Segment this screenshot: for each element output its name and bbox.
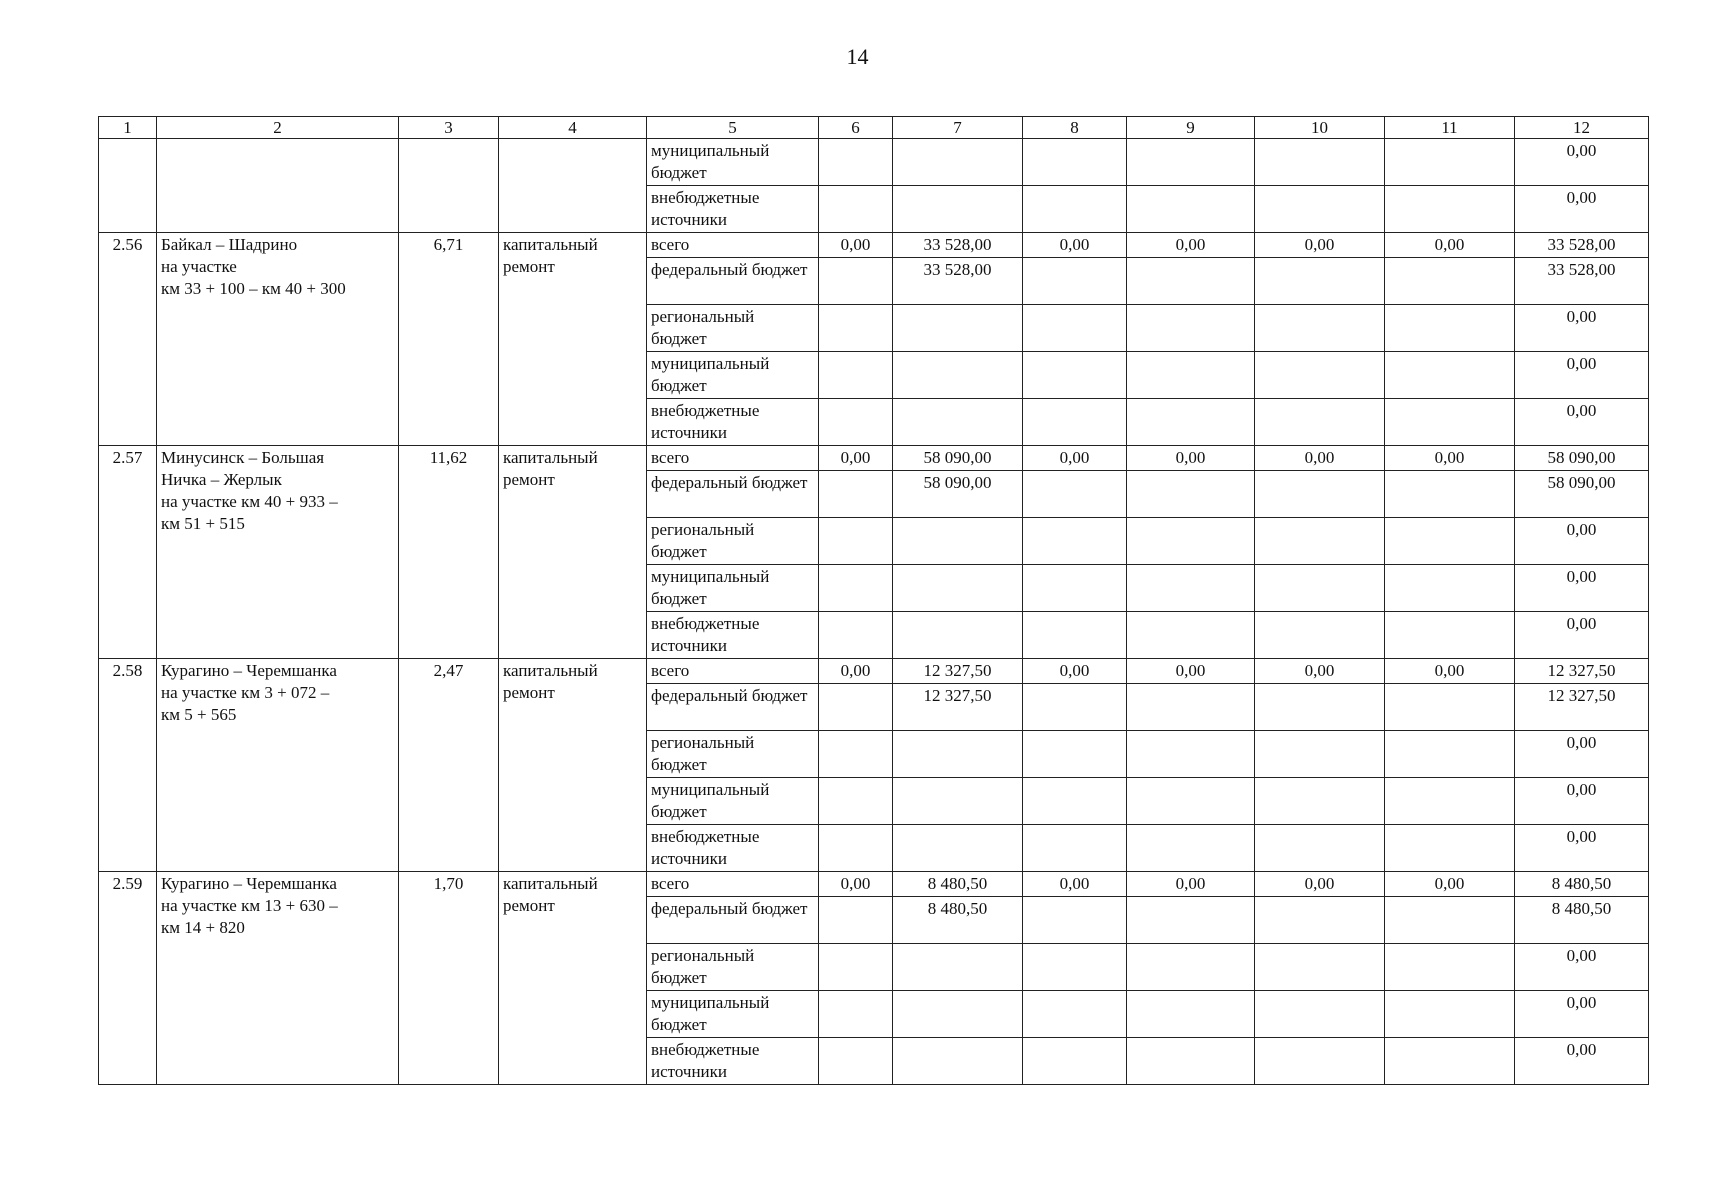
road-section-name-cell: Курагино – Черемшанка на участке км 13 + 630 – км 14 + 820: [157, 872, 399, 1085]
funding-source-cell: муниципальный бюджет: [647, 991, 819, 1038]
value-cell-c8: [1023, 897, 1127, 944]
value-cell-c6: [819, 518, 893, 565]
column-number: 10: [1255, 117, 1385, 139]
page-number: 14: [846, 44, 869, 69]
value-cell-c9: [1127, 991, 1255, 1038]
value-cell-c7: [893, 565, 1023, 612]
value-cell-c6: 0,00: [819, 446, 893, 471]
value-cell-c12: 0,00: [1515, 565, 1649, 612]
funding-source-cell: региональный бюджет: [647, 518, 819, 565]
value-cell-c8: [1023, 991, 1127, 1038]
value-cell-c9: [1127, 399, 1255, 446]
value-cell-c8: [1023, 565, 1127, 612]
value-cell-c12: 0,00: [1515, 825, 1649, 872]
value-cell-c11: [1385, 825, 1515, 872]
value-cell-c12: 0,00: [1515, 518, 1649, 565]
value-cell-c7: [893, 186, 1023, 233]
value-cell-c8: 0,00: [1023, 872, 1127, 897]
table-row: [99, 872, 1649, 897]
value-cell-c11: [1385, 139, 1515, 186]
value-cell-c9: [1127, 258, 1255, 305]
value-cell-c6: [819, 944, 893, 991]
road-section-name-cell: Курагино – Черемшанка на участке км 3 + 072 – км 5 + 565: [157, 659, 399, 872]
table-row: [99, 446, 1649, 471]
value-cell-c9: [1127, 186, 1255, 233]
value-cell-c11: 0,00: [1385, 446, 1515, 471]
value-cell-c6: [819, 991, 893, 1038]
value-cell-c9: [1127, 518, 1255, 565]
item-number-cell: 2.59: [99, 872, 157, 1085]
value-cell-c7: [893, 352, 1023, 399]
value-cell-c8: [1023, 825, 1127, 872]
value-cell-c7: 58 090,00: [893, 471, 1023, 518]
value-cell-c11: [1385, 518, 1515, 565]
column-number: 7: [893, 117, 1023, 139]
value-cell-c6: [819, 186, 893, 233]
funding-source-cell: федеральный бюджет: [647, 258, 819, 305]
value-cell-c12: 0,00: [1515, 1038, 1649, 1085]
work-type-cell: капитальный ремонт: [499, 446, 647, 659]
funding-source-cell: внебюджетные источники: [647, 186, 819, 233]
column-number: 9: [1127, 117, 1255, 139]
value-cell-c11: [1385, 944, 1515, 991]
value-cell-c11: [1385, 991, 1515, 1038]
table-row: [99, 233, 1649, 258]
value-cell-c10: [1255, 684, 1385, 731]
value-cell-c7: 58 090,00: [893, 446, 1023, 471]
column-number: 1: [99, 117, 157, 139]
funding-source-cell: внебюджетные источники: [647, 612, 819, 659]
value-cell-c11: [1385, 352, 1515, 399]
road-section-name-cell: Минусинск – Большая Ничка – Жерлык на участке км 40 + 933 – км 51 + 515: [157, 446, 399, 659]
column-number: 8: [1023, 117, 1127, 139]
table-body: [99, 139, 1649, 1085]
value-cell-c9: [1127, 612, 1255, 659]
column-number: 12: [1515, 117, 1649, 139]
value-cell-c6: [819, 825, 893, 872]
value-cell-c7: 33 528,00: [893, 233, 1023, 258]
value-cell-c6: [819, 1038, 893, 1085]
funding-source-cell: всего: [647, 233, 819, 258]
value-cell-c12: 0,00: [1515, 352, 1649, 399]
value-cell-c8: [1023, 944, 1127, 991]
value-cell-c12: 8 480,50: [1515, 897, 1649, 944]
value-cell-c12: 0,00: [1515, 399, 1649, 446]
value-cell-c8: [1023, 518, 1127, 565]
value-cell-c12: 0,00: [1515, 612, 1649, 659]
value-cell-c8: 0,00: [1023, 446, 1127, 471]
value-cell-c9: [1127, 1038, 1255, 1085]
value-cell-c7: [893, 944, 1023, 991]
value-cell-c7: [893, 399, 1023, 446]
budget-table: [98, 116, 1649, 1085]
value-cell-c11: [1385, 258, 1515, 305]
value-cell-c10: [1255, 778, 1385, 825]
value-cell-c12: 0,00: [1515, 731, 1649, 778]
value-cell-c8: [1023, 778, 1127, 825]
value-cell-c6: 0,00: [819, 872, 893, 897]
item-number-cell: 2.57: [99, 446, 157, 659]
value-cell-c10: [1255, 305, 1385, 352]
value-cell-c12: 0,00: [1515, 305, 1649, 352]
value-cell-c9: [1127, 778, 1255, 825]
funding-source-cell: внебюджетные источники: [647, 825, 819, 872]
value-cell-c10: [1255, 1038, 1385, 1085]
value-cell-c9: [1127, 352, 1255, 399]
funding-source-cell: региональный бюджет: [647, 731, 819, 778]
value-cell-c9: [1127, 305, 1255, 352]
funding-source-cell: федеральный бюджет: [647, 471, 819, 518]
funding-source-cell: всего: [647, 659, 819, 684]
value-cell-c10: [1255, 897, 1385, 944]
value-cell-c10: [1255, 825, 1385, 872]
value-cell-c6: [819, 684, 893, 731]
value-cell-c9: [1127, 731, 1255, 778]
value-cell-c10: [1255, 731, 1385, 778]
value-cell-c11: [1385, 1038, 1515, 1085]
value-cell-c10: [1255, 186, 1385, 233]
value-cell-c6: [819, 565, 893, 612]
value-cell-c7: [893, 825, 1023, 872]
value-cell-c8: [1023, 186, 1127, 233]
value-cell-c7: [893, 305, 1023, 352]
value-cell-c11: 0,00: [1385, 872, 1515, 897]
value-cell-c12: 0,00: [1515, 186, 1649, 233]
value-cell-c6: 0,00: [819, 659, 893, 684]
value-cell-c6: [819, 897, 893, 944]
value-cell-c12: 8 480,50: [1515, 872, 1649, 897]
funding-source-cell: внебюджетные источники: [647, 399, 819, 446]
length-km-cell: 1,70: [399, 872, 499, 1085]
value-cell-c9: [1127, 897, 1255, 944]
value-cell-c8: [1023, 1038, 1127, 1085]
funding-source-cell: всего: [647, 872, 819, 897]
value-cell-c6: [819, 399, 893, 446]
value-cell-c6: [819, 258, 893, 305]
table-row: [99, 659, 1649, 684]
value-cell-c12: 33 528,00: [1515, 258, 1649, 305]
value-cell-c7: [893, 139, 1023, 186]
value-cell-c9: [1127, 684, 1255, 731]
value-cell-c9: [1127, 471, 1255, 518]
value-cell-c12: 0,00: [1515, 991, 1649, 1038]
value-cell-c10: 0,00: [1255, 446, 1385, 471]
length-km-cell: 2,47: [399, 659, 499, 872]
value-cell-c11: [1385, 565, 1515, 612]
value-cell-c12: 58 090,00: [1515, 446, 1649, 471]
column-number: 5: [647, 117, 819, 139]
value-cell-c12: 0,00: [1515, 778, 1649, 825]
funding-source-cell: всего: [647, 446, 819, 471]
value-cell-c7: [893, 991, 1023, 1038]
value-cell-c8: [1023, 684, 1127, 731]
value-cell-c11: [1385, 305, 1515, 352]
column-number: 4: [499, 117, 647, 139]
value-cell-c6: [819, 471, 893, 518]
value-cell-c7: [893, 731, 1023, 778]
value-cell-c11: [1385, 186, 1515, 233]
funding-source-cell: муниципальный бюджет: [647, 778, 819, 825]
value-cell-c9: 0,00: [1127, 872, 1255, 897]
value-cell-c7: [893, 612, 1023, 659]
cont-name-cell: [157, 139, 399, 233]
value-cell-c8: 0,00: [1023, 659, 1127, 684]
length-km-cell: 6,71: [399, 233, 499, 446]
value-cell-c9: [1127, 139, 1255, 186]
funding-source-cell: региональный бюджет: [647, 305, 819, 352]
value-cell-c10: 0,00: [1255, 233, 1385, 258]
value-cell-c11: [1385, 731, 1515, 778]
value-cell-c12: 33 528,00: [1515, 233, 1649, 258]
value-cell-c12: 0,00: [1515, 944, 1649, 991]
value-cell-c8: [1023, 471, 1127, 518]
road-section-name-cell: Байкал – Шадрино на участке км 33 + 100 – км 40 + 300: [157, 233, 399, 446]
column-number: 11: [1385, 117, 1515, 139]
value-cell-c11: [1385, 471, 1515, 518]
value-cell-c8: [1023, 258, 1127, 305]
value-cell-c10: 0,00: [1255, 659, 1385, 684]
value-cell-c8: [1023, 399, 1127, 446]
value-cell-c9: [1127, 944, 1255, 991]
value-cell-c7: 8 480,50: [893, 897, 1023, 944]
value-cell-c10: [1255, 612, 1385, 659]
value-cell-c10: [1255, 991, 1385, 1038]
value-cell-c11: 0,00: [1385, 233, 1515, 258]
value-cell-c9: 0,00: [1127, 446, 1255, 471]
cont-length-cell: [399, 139, 499, 233]
funding-source-cell: федеральный бюджет: [647, 897, 819, 944]
table-row: [99, 139, 1649, 186]
value-cell-c7: 8 480,50: [893, 872, 1023, 897]
value-cell-c6: [819, 612, 893, 659]
value-cell-c10: [1255, 258, 1385, 305]
value-cell-c11: [1385, 778, 1515, 825]
value-cell-c12: 0,00: [1515, 139, 1649, 186]
value-cell-c10: [1255, 518, 1385, 565]
item-number-cell: 2.56: [99, 233, 157, 446]
value-cell-c6: [819, 139, 893, 186]
value-cell-c12: 12 327,50: [1515, 659, 1649, 684]
column-number: 6: [819, 117, 893, 139]
value-cell-c10: [1255, 399, 1385, 446]
value-cell-c8: [1023, 305, 1127, 352]
value-cell-c7: [893, 1038, 1023, 1085]
value-cell-c9: 0,00: [1127, 233, 1255, 258]
value-cell-c11: [1385, 612, 1515, 659]
value-cell-c6: 0,00: [819, 233, 893, 258]
column-number-row: [99, 117, 1649, 139]
value-cell-c8: 0,00: [1023, 233, 1127, 258]
value-cell-c8: [1023, 612, 1127, 659]
value-cell-c10: [1255, 352, 1385, 399]
value-cell-c7: [893, 778, 1023, 825]
value-cell-c11: [1385, 897, 1515, 944]
value-cell-c6: [819, 778, 893, 825]
value-cell-c7: 33 528,00: [893, 258, 1023, 305]
value-cell-c8: [1023, 352, 1127, 399]
value-cell-c12: 58 090,00: [1515, 471, 1649, 518]
value-cell-c12: 12 327,50: [1515, 684, 1649, 731]
funding-source-cell: муниципальный бюджет: [647, 139, 819, 186]
value-cell-c7: [893, 518, 1023, 565]
funding-source-cell: внебюджетные источники: [647, 1038, 819, 1085]
value-cell-c8: [1023, 731, 1127, 778]
value-cell-c10: [1255, 471, 1385, 518]
funding-source-cell: муниципальный бюджет: [647, 565, 819, 612]
value-cell-c9: [1127, 565, 1255, 612]
value-cell-c6: [819, 352, 893, 399]
value-cell-c7: 12 327,50: [893, 684, 1023, 731]
value-cell-c10: [1255, 565, 1385, 612]
value-cell-c11: [1385, 399, 1515, 446]
value-cell-c10: 0,00: [1255, 872, 1385, 897]
value-cell-c11: 0,00: [1385, 659, 1515, 684]
value-cell-c9: [1127, 825, 1255, 872]
work-type-cell: капитальный ремонт: [499, 659, 647, 872]
funding-source-cell: федеральный бюджет: [647, 684, 819, 731]
value-cell-c10: [1255, 139, 1385, 186]
work-type-cell: капитальный ремонт: [499, 872, 647, 1085]
funding-source-cell: муниципальный бюджет: [647, 352, 819, 399]
item-number-cell: 2.58: [99, 659, 157, 872]
column-number: 2: [157, 117, 399, 139]
cont-id-cell: [99, 139, 157, 233]
cont-work-cell: [499, 139, 647, 233]
value-cell-c6: [819, 731, 893, 778]
work-type-cell: капитальный ремонт: [499, 233, 647, 446]
value-cell-c8: [1023, 139, 1127, 186]
value-cell-c9: 0,00: [1127, 659, 1255, 684]
length-km-cell: 11,62: [399, 446, 499, 659]
value-cell-c6: [819, 305, 893, 352]
funding-source-cell: региональный бюджет: [647, 944, 819, 991]
column-number: 3: [399, 117, 499, 139]
value-cell-c7: 12 327,50: [893, 659, 1023, 684]
value-cell-c11: [1385, 684, 1515, 731]
value-cell-c10: [1255, 944, 1385, 991]
